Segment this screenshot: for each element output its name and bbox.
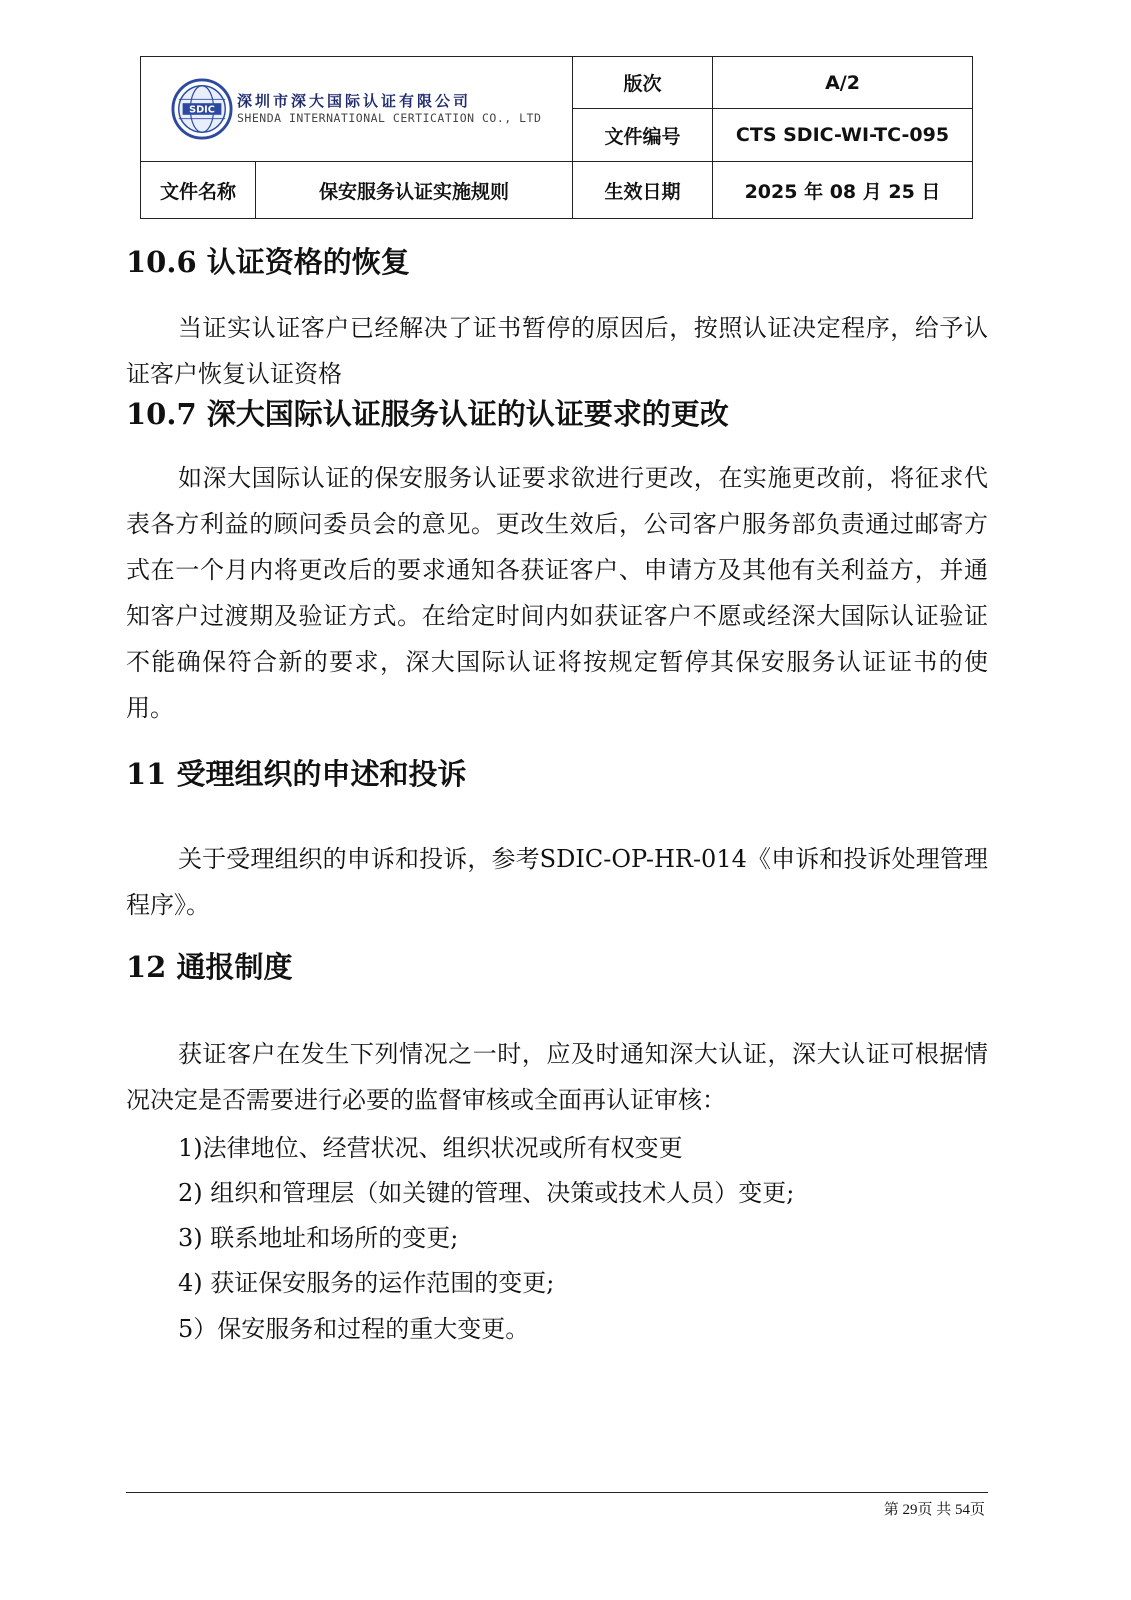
list-item: 2) 组织和管理层（如关键的管理、决策或技术人员）变更; <box>178 1179 795 1207</box>
company-name-cn: 深圳市深大国际认证有限公司 <box>237 91 472 110</box>
page-number: 第 29页 共 54页 <box>883 1502 985 1518</box>
document-header-table <box>140 56 973 219</box>
doc-name-label: 文件名称 <box>141 162 256 219</box>
svg-text:SDIC: SDIC <box>189 104 215 116</box>
section-paragraph-11: 关于受理组织的申诉和投诉，参考SDIC-OP-HR-014《申诉和投诉处理管理程序》。 <box>126 845 988 919</box>
section-heading-11: 11 受理组织的申述和投诉 <box>126 757 467 791</box>
doc-number-value: CTS SDIC-WI-TC-095 <box>713 109 973 162</box>
doc-name-value: 保安服务认证实施规则 <box>256 162 573 219</box>
section-heading-10-7: 10.7 深大国际认证服务认证的认证要求的更改 <box>126 397 729 431</box>
list-item: 4) 获证保安服务的运作范围的变更; <box>178 1269 555 1297</box>
section-paragraph-10-6: 当证实认证客户已经解决了证书暂停的原因后，按照认证决定程序，给予认证客户恢复认证资格 <box>126 314 988 388</box>
effective-date-value: 2025 年 08 月 25 日 <box>713 162 973 219</box>
list-item: 1)法律地位、经营状况、组织状况或所有权变更 <box>178 1134 683 1162</box>
section-paragraph-10-7: 如深大国际认证的保安服务认证要求欲进行更改，在实施更改前，将征求代表各方利益的顾问委员会的意见。更改生效后，公司客户服务部负责通过邮寄方式在一个月内将更改后的要求通知各获证客户、申请方及其他有关利益方，并通知客户过渡期及验证方式。在给定时间内如获证客户不愿或经深大国际认证验证不能确保符合新的要求，深大国际认证将按规定暂停其保安服务认证证书的使用。 <box>126 464 988 722</box>
effective-date-label: 生效日期 <box>573 162 713 219</box>
edition-label: 版次 <box>573 57 713 109</box>
section-paragraph-12: 获证客户在发生下列情况之一时，应及时通知深大认证，深大认证可根据情况决定是否需要进行必要的监督审核或全面再认证审核： <box>126 1040 988 1114</box>
company-logo-cell <box>141 57 573 162</box>
footer-divider <box>126 1492 988 1493</box>
company-name-en: SHENDA INTERNATIONAL CERTICATION CO., LTD <box>237 111 542 126</box>
company-logo <box>171 78 233 140</box>
section-heading-10-6: 10.6 认证资格的恢复 <box>126 245 410 279</box>
list-item: 3) 联系地址和场所的变更; <box>178 1224 459 1252</box>
section-heading-12: 12 通报制度 <box>126 950 293 984</box>
edition-value: A/2 <box>713 57 973 109</box>
doc-number-label: 文件编号 <box>573 109 713 162</box>
list-item: 5）保安服务和过程的重大变更。 <box>178 1315 530 1343</box>
